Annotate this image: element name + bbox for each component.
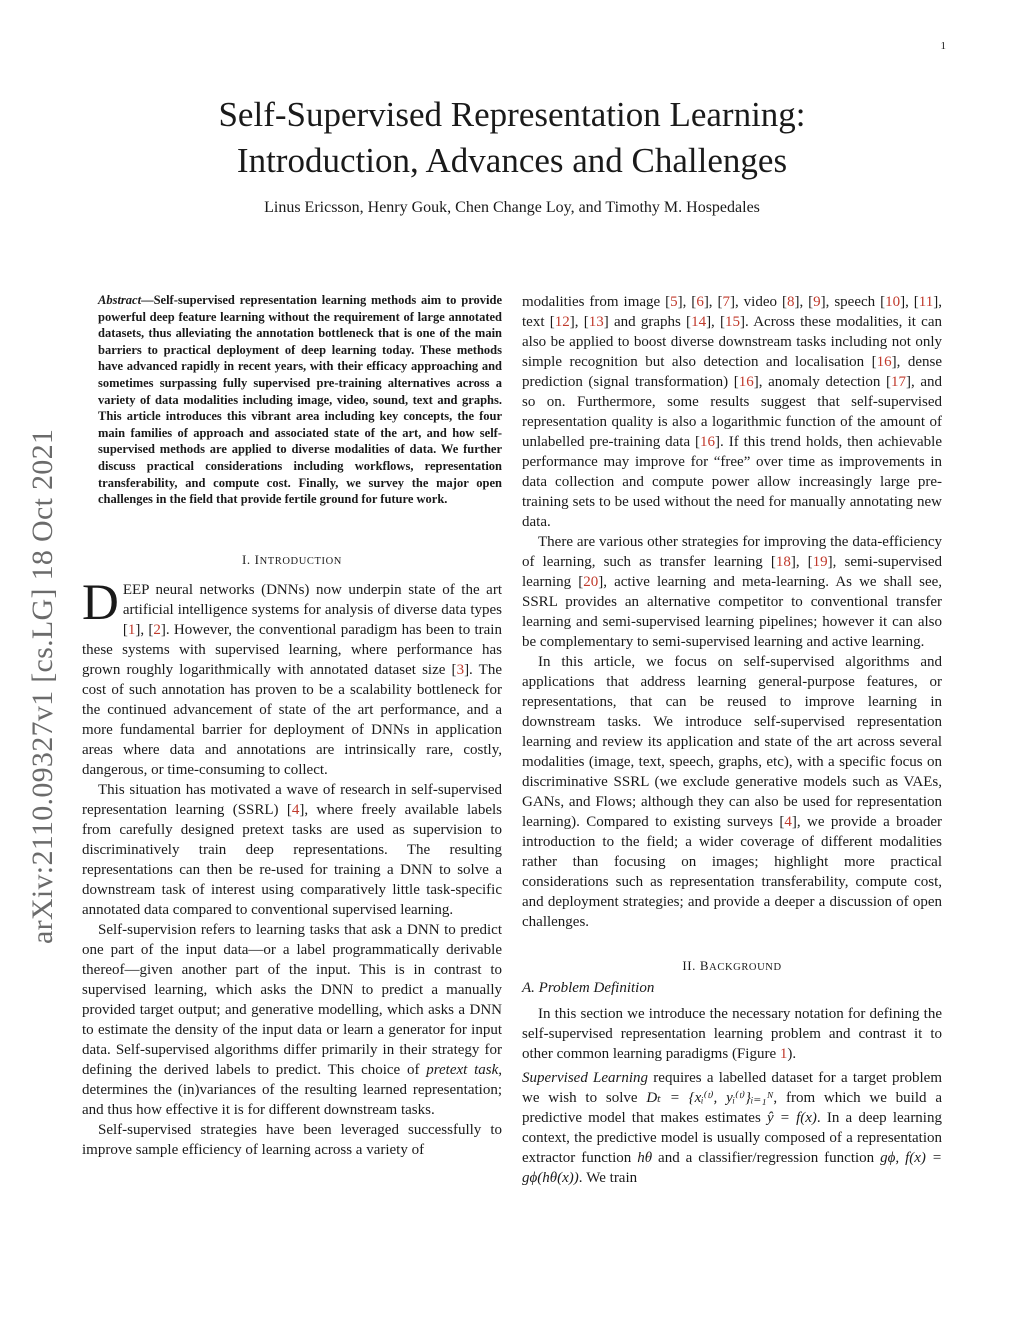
- citation-link[interactable]: 8: [786, 294, 795, 310]
- text-run: modalities from image [: [522, 294, 671, 310]
- text-run: ], and so on. Furthermore, some results suggest that self-supervised representation quality is also a logarithmic function of the amount of unlabelled pre-training data [: [522, 374, 942, 450]
- citation-link[interactable]: 12: [554, 314, 570, 330]
- text-run: ], [: [900, 294, 919, 310]
- citation-link[interactable]: 7: [722, 294, 730, 310]
- text-run: ], text [: [522, 294, 942, 330]
- section-heading-background: [522, 956, 942, 978]
- text-run: ], speech [: [820, 294, 886, 310]
- text-run: ).: [787, 1046, 797, 1062]
- text-run: EEP neural networks (DNNs) now underpin state of the art artificial intelligence systems for analysis of diverse data types [: [122, 581, 502, 638]
- citation-link[interactable]: 14: [691, 314, 707, 330]
- intro-paragraph-3: [82, 920, 502, 1120]
- text-run: ]. If this trend holds, then achievable performance may improve for “free” over time as improvements in data collection and compute power allow increasingly large pre-training sets to be used without the need for manually annotating new data.: [522, 434, 942, 530]
- intro-paragraph-4: Self-supervised strategies have been leveraged successfully to improve sample efficiency of learning across a variety of: [82, 1121, 502, 1158]
- citation-link[interactable]: 13: [588, 314, 604, 330]
- text-run: ], we provide a broader introduction to the field; a wider coverage of different modalities rather than focusing on images; highlight more practical considerations such as representation transferability, compute cost, and deployment strategies; and provide a deeper a discussion of open challenges.: [522, 814, 942, 930]
- text-run: ], dense prediction (signal transformation) [: [522, 354, 942, 390]
- section-heading-introduction: [82, 550, 502, 572]
- section-heading-initial: I: [254, 551, 260, 567]
- text-run: . We train: [578, 1170, 638, 1186]
- text-run: In this section we introduce the necessary notation for defining the self-supervised representation learning problem and contrast it to other common learning paradigms (Figure: [522, 1006, 942, 1062]
- text-run: ], video [: [730, 294, 787, 310]
- citation-link[interactable]: 17: [890, 374, 906, 390]
- math-expression: hθ: [637, 1150, 653, 1166]
- text-run: , determines the (in)variances of the resulting learned representation; and thus how effective it is for different downstream tasks.: [82, 1061, 502, 1118]
- title-line-1: Self-Supervised Representation Learning:: [218, 95, 806, 134]
- text-run: ] and graphs [: [603, 314, 692, 330]
- text-run: There are various other strategies for improving the data-efficiency of learning, such as transfer learning [: [522, 534, 942, 570]
- section-heading-rest: NTRODUCTION: [259, 555, 342, 567]
- citation-link[interactable]: 10: [885, 294, 901, 310]
- math-expression: Dₜ = {xᵢ⁽ᵗ⁾, yᵢ⁽ᵗ⁾}ᵢ₌₁ᴺ: [646, 1090, 774, 1106]
- citation-link[interactable]: 19: [812, 554, 828, 570]
- abstract-text: —Self-supervised representation learning methods aim to provide powerful deep feature learning without the requirement of large annotated datasets, thus alleviating the annotation bottleneck that is one of the main barriers to practical deployment of deep learning today. These methods have advanced rapidly in recent years, with their efficacy approaching and sometimes surpassing fully supervised pre-training alternatives across a variety of data modalities including image, video, sound, text and graphs. This article introduces this vibrant area including key concepts, the four main families of approach and associated state of the art, and how self-supervised methods are applied to diverse modalities of data. We further discuss practical considerations including workflows, representation transferability, and compute cost. Finally, we survey the major open challenges in the field that provide fertile ground for future work.: [98, 293, 502, 507]
- right-paragraph-3: [522, 652, 942, 932]
- text-run: requires a labelled dataset for a target problem we wish to solve: [522, 1070, 942, 1106]
- citation-link[interactable]: 2: [153, 621, 161, 638]
- citation-link[interactable]: 11: [918, 294, 934, 310]
- right-paragraph-1: [522, 292, 942, 532]
- text-run: ], where freely available labels from carefully designed pretext tasks are used as supervision to discriminatively train deep representations. The resulting representations can then be re-used for training a DNN to solve a downstream task of interest using comparatively little task-specific annotated data compared to conventional supervised learning.: [82, 801, 502, 918]
- left-column: [82, 292, 502, 1160]
- citation-link[interactable]: 4: [291, 801, 300, 818]
- text-run: ], [: [703, 294, 723, 310]
- section-numeral: I.: [241, 551, 251, 567]
- subsection-heading: A. Problem Definition: [522, 980, 655, 996]
- citation-link[interactable]: 15: [725, 314, 741, 330]
- citation-link[interactable]: 20: [583, 574, 599, 590]
- text-run: and a classifier/regression function: [652, 1150, 881, 1166]
- text-run: ], [: [677, 294, 697, 310]
- citation-link[interactable]: 5: [670, 294, 678, 310]
- text-run: ]. However, the conventional paradigm has been to train these systems with supervised learning, where performance has grown roughly logarithmically with annotated dataset size [: [82, 621, 502, 678]
- emphasis: pretext task: [426, 1061, 499, 1078]
- paper-title: [0, 92, 1024, 184]
- title-line-2: Introduction, Advances and Challenges: [236, 141, 788, 180]
- citation-link[interactable]: 16: [738, 374, 754, 390]
- page-number: 1: [940, 40, 946, 52]
- text-run: Self-supervision refers to learning tasks that ask a DNN to predict one part of the input data—or a label programmatically derivable thereof—given another part of the input. This is in contrast to supervised learning, which asks the DNN to predict a manually provided target output; and generative modelling, which asks a DNN to estimate the density of the input data or learn a generator for input data. Self-supervised algorithms differ primarily in their strategy for defining the derived labels to predict. This choice of: [82, 921, 502, 1078]
- math-expression: gϕ, f(x) = gϕ(hθ(x)): [522, 1150, 942, 1186]
- math-expression: ŷ = f(x): [766, 1110, 817, 1126]
- section-heading-initial: B: [699, 958, 710, 973]
- citation-link[interactable]: 1: [127, 621, 136, 638]
- text-run: ], [: [569, 314, 589, 330]
- abstract-label: Abstract: [98, 293, 142, 307]
- citation-link[interactable]: 16: [700, 434, 716, 450]
- text-run: This situation has motivated a wave of research in self-supervised representation learning (SSRL) [: [82, 781, 502, 818]
- citation-link[interactable]: 16: [876, 354, 892, 370]
- text-run: ], semi-supervised learning [: [522, 554, 942, 590]
- citation-link[interactable]: 9: [813, 294, 821, 310]
- text-run: . In a deep learning context, the predictive model is usually composed of a representation extractor function: [522, 1110, 942, 1166]
- arxiv-stamp: arXiv:2110.09327v1 [cs.LG] 18 Oct 2021: [26, 428, 59, 944]
- drop-cap: D: [82, 574, 119, 631]
- citation-link[interactable]: 3: [456, 661, 465, 678]
- text-run: ], [: [706, 314, 726, 330]
- paragraph-label: Supervised Learning: [522, 1070, 649, 1086]
- text-run: In this article, we focus on self-supervised algorithms and applications that address learning general-purpose features, or representations, that can be reused to improve learning in downstream tasks. We introduce self-supervised representation learning and review its application and state of the art across several modalities (image, text, speech, graphs, etc), with a specific focus on discriminative SSRL (we exclude generative models such as VAEs, GANs, and Flows; although they can also be used for representation learning). Compared to existing surveys [: [522, 654, 942, 830]
- author-list: Linus Ericsson, Henry Gouk, Chen Change Loy, and Timothy M. Hospedales: [264, 199, 760, 216]
- right-paragraph-2: [522, 532, 942, 652]
- right-column: [522, 292, 942, 1188]
- text-run: ], active learning and meta-learning. As we shall see, SSRL provides an alternative competitor to conventional transfer learning and semi-supervised learning pipelines; however it can also be complementary to semi-supervised learning and active learning.: [522, 574, 943, 650]
- citation-link[interactable]: 18: [775, 554, 791, 570]
- section-numeral: II.: [682, 958, 697, 973]
- text-run: ], [: [794, 294, 814, 310]
- background-paragraph-1: [522, 1004, 942, 1064]
- citation-link[interactable]: 6: [696, 294, 704, 310]
- text-run: , from which we build a predictive model that makes estimates: [522, 1090, 942, 1126]
- text-run: ]. The cost of such annotation has proven to be a scalability bottleneck for the continued advancement of state of the art performance, and a more fundamental barrier for deployment of DNNs in application areas where data and annotations are intrinsically rare, costly, dangerous, or time-consuming to collect.: [82, 661, 502, 778]
- text-run: ], anomaly detection [: [753, 374, 891, 390]
- section-heading-rest: ACKGROUND: [709, 962, 782, 973]
- text-run: ]. Across these modalities, it can also be applied to boost diverse downstream tasks including not only simple recognition but also detection and localisation [: [522, 314, 943, 370]
- intro-paragraph-1: [82, 574, 502, 780]
- text-run: ], [: [790, 554, 813, 570]
- figure-link[interactable]: 1: [779, 1046, 788, 1062]
- supervised-learning-paragraph: [522, 1068, 942, 1188]
- citation-link[interactable]: 4: [784, 814, 792, 830]
- abstract: [82, 292, 502, 508]
- intro-paragraph-2: [82, 780, 502, 920]
- text-run: ], [: [135, 621, 154, 638]
